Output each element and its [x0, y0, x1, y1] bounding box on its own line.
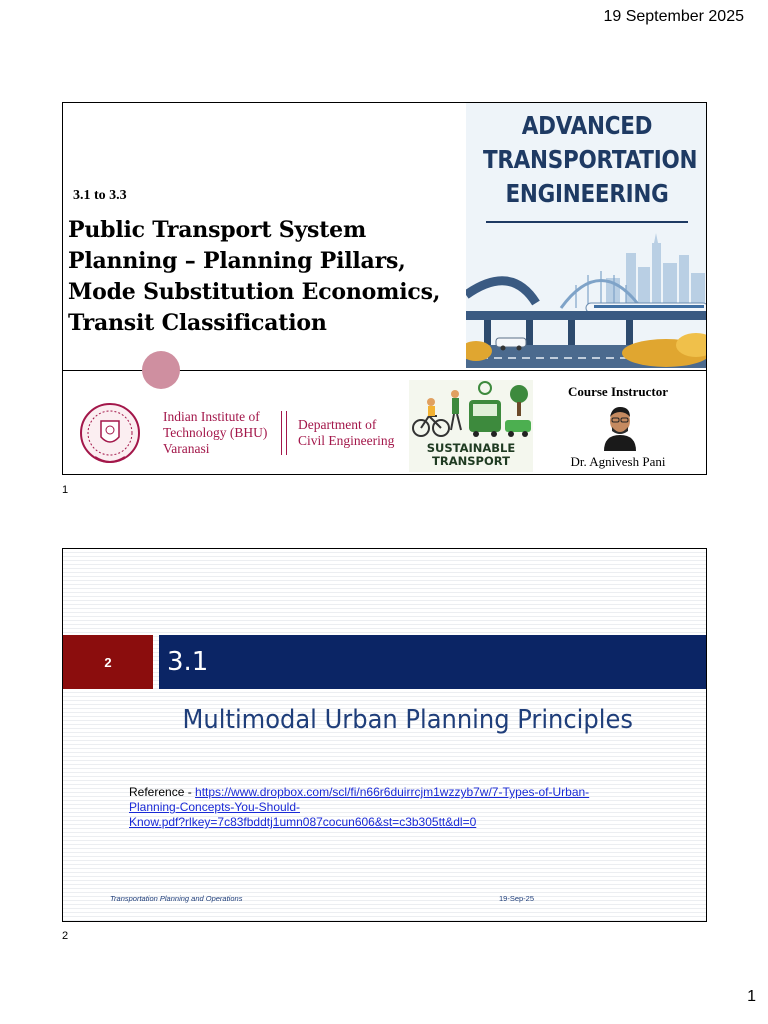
- slide-2: [62, 548, 707, 922]
- city-transport-illustration-icon: [466, 233, 707, 368]
- banner-title: [482, 109, 698, 211]
- reference-prefix: Reference -: [129, 785, 196, 799]
- reference-link-line: https://www.dropbox.com/scl/fi/n66r6duirrcjm1wzzyb7w/7-Types-of-Urban-: [195, 785, 590, 799]
- footer-course: Transportation Planning and Operations: [110, 894, 243, 903]
- banner-title-line: TRANSPORTATION: [482, 145, 698, 174]
- sustainable-transport-graphic: [409, 380, 533, 472]
- institute-logo-icon: [79, 399, 141, 471]
- sustainable-transport-icon: [409, 380, 533, 442]
- institute-name-line: Indian Institute of: [163, 409, 260, 424]
- reference-link-line: Planning-Concepts-You-Should-: [129, 800, 300, 814]
- separator-bar: [281, 411, 282, 455]
- footer-date: 19-Sep-25: [499, 894, 535, 903]
- institute-name-line: Varanasi: [163, 441, 210, 456]
- department-name-line: Civil Engineering: [298, 433, 395, 448]
- slide-heading: Multimodal Urban Planning Principles: [182, 705, 633, 735]
- institute-name: [163, 409, 267, 457]
- slide-caption: 2: [62, 930, 69, 942]
- department-name-line: Department of: [298, 417, 377, 432]
- banner-title-line: ENGINEERING: [505, 179, 669, 208]
- banner-rule: [486, 221, 688, 223]
- slide-title: Public Transport System Planning – Planning Pillars, Mode Substitution Economics, Transit Classification: [68, 217, 441, 336]
- separator-bar: [286, 411, 287, 455]
- instructor-avatar: [600, 403, 640, 451]
- reference-link[interactable]: [129, 785, 589, 829]
- slide-1: [62, 102, 707, 475]
- slide-caption: 1: [62, 484, 69, 496]
- reference: [129, 785, 619, 830]
- sustainable-line: SUSTAINABLE: [426, 441, 516, 455]
- banner-title-line: ADVANCED: [521, 111, 653, 140]
- instructor-name: Dr. Agnivesh Pani: [570, 454, 666, 469]
- course-banner: [466, 103, 707, 368]
- page-number: 1: [747, 988, 756, 1005]
- page-date: 19 September 2025: [603, 8, 744, 25]
- decorative-dot: [142, 351, 180, 389]
- sustainable-line: TRANSPORT: [432, 454, 510, 468]
- slide-number-box: 2: [63, 635, 153, 689]
- department-name: [298, 417, 394, 449]
- section-band: 3.1: [159, 635, 707, 689]
- instructor-label: Course Instructor: [567, 384, 668, 399]
- institute-name-line: Technology (BHU): [163, 425, 268, 440]
- reference-link-line: Know.pdf?rlkey=7c83fbddtj1umn087cocun606&st=c3b305tt&dl=0: [129, 815, 477, 829]
- section-range: 3.1 to 3.3: [73, 188, 127, 203]
